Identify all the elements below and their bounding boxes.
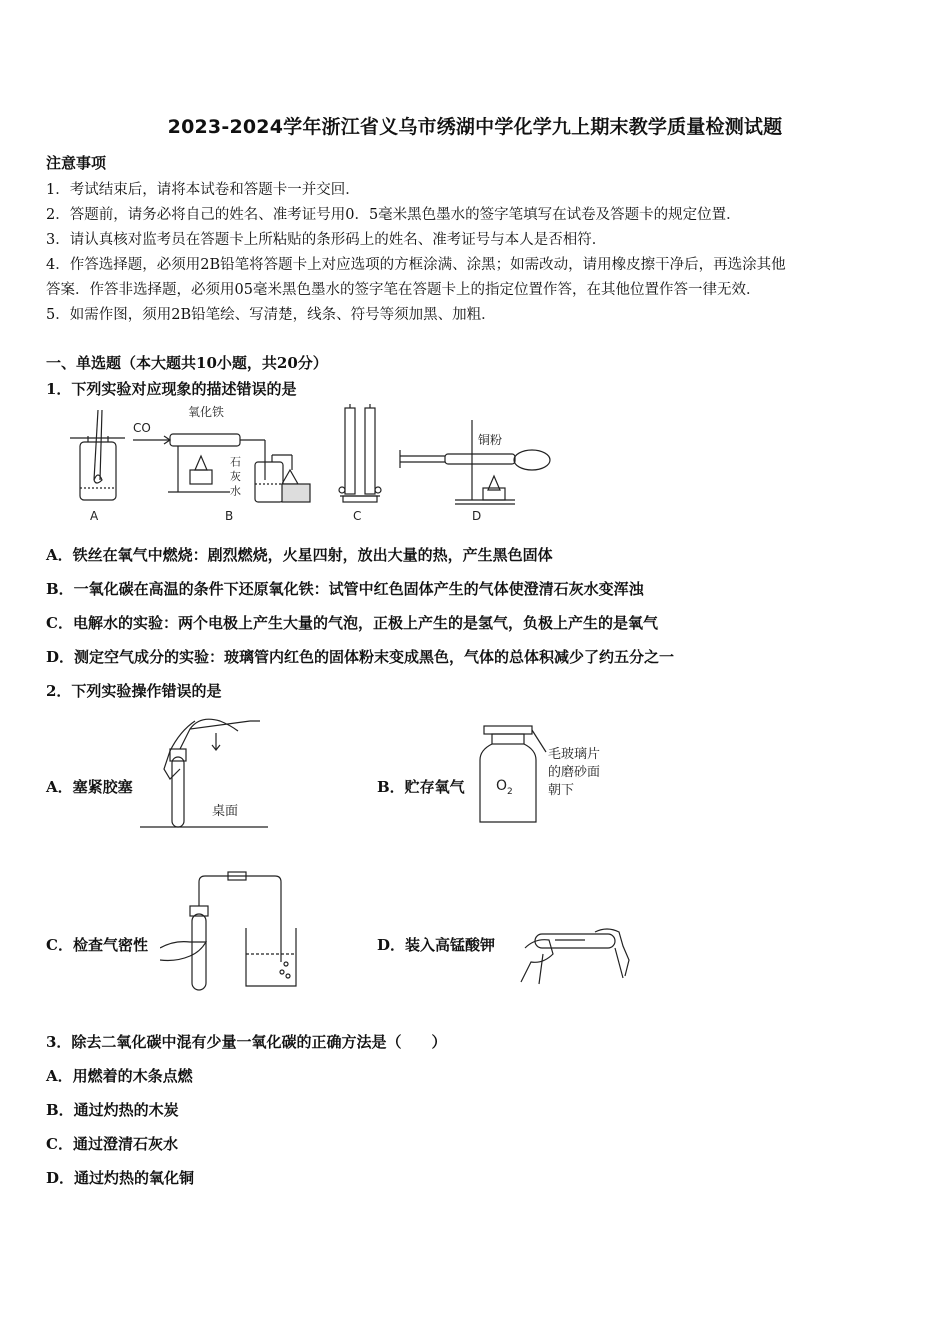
q2-option-d: D．装入高锰酸钾 [377, 936, 496, 954]
notice-item-5: 5．如需作图，须用2B铅笔绘、写清楚，线条、符号等须加黑、加粗． [46, 307, 496, 323]
notice-heading: 注意事项 [46, 154, 107, 172]
fig-limewater-label: 石 灰 水 [228, 456, 242, 496]
section-heading: 一、单选题（本大题共10小题，共20分） [46, 354, 328, 372]
fig-b-apparatus [133, 434, 310, 502]
fig-label-c: C [353, 509, 362, 523]
notice-item-1: 1．考试结束后，请将本试卷和答题卡一并交回． [46, 182, 360, 198]
q2-option-a: A．塞紧胶塞 [46, 778, 133, 796]
glass-note-1: 毛玻璃片 [548, 747, 601, 762]
q2-option-c: C．检查气密性 [46, 936, 148, 954]
q1-option-b: B．一氧化碳在高温的条件下还原氧化铁：试管中红色固体产生的气体使澄清石灰水变浑浊 [46, 580, 644, 598]
q3-option-d: D．通过灼热的氧化铜 [46, 1169, 195, 1187]
fig-d-apparatus [400, 420, 550, 504]
q2-stem: 2．下列实验操作错误的是 [46, 682, 222, 700]
fig-label-d: D [472, 509, 482, 523]
notice-item-3: 3．请认真核对监考员在答题卡上所粘贴的条形码上的姓名、准考证号与本人是否相符． [46, 232, 607, 248]
notice-item-4: 4．作答选择题，必须用2B铅笔将答题卡上对应选项的方框涂满、涂黑；如需改动，请用橡皮擦干净后，再选涂其他 [46, 257, 786, 273]
fig-label-a: A [90, 509, 99, 523]
notice-item-2: 2．答题前，请务必将自己的姓名、准考证号用0．5毫米黑色墨水的签字笔填写在试卷及答题卡的规定位置． [46, 207, 741, 223]
fig-label-b: B [225, 509, 234, 523]
q3-option-c: C．通过澄清石灰水 [46, 1135, 178, 1153]
fig-co-label: CO [133, 421, 151, 435]
o2-label: O [496, 778, 508, 794]
glass-note-3: 朝下 [548, 783, 575, 798]
q1-stem: 1．下列实验对应现象的描述错误的是 [46, 380, 297, 398]
q3-stem: 3．除去二氧化碳中混有少量一氧化碳的正确方法是（ ） [46, 1033, 447, 1051]
q2-fig-c-airtight [160, 868, 310, 993]
desk-label: 桌面 [212, 804, 239, 819]
q1-option-c: C．电解水的实验：两个电极上产生大量的气泡，正极上产生的是氢气，负极上产生的是氧气 [46, 614, 658, 632]
q2-fig-d-powder [515, 918, 635, 988]
fig-iron-oxide-label: 氧化铁 [188, 405, 225, 419]
q2-fig-b-bottle [476, 722, 626, 828]
page-title: 2023-2024学年浙江省义乌市绣湖中学化学九上期末教学质量检测试题 [167, 116, 783, 138]
q1-figure [60, 400, 560, 525]
q3-option-a: A．用燃着的木条点燃 [46, 1067, 193, 1085]
notice-item-4-cont: 答案．作答非选择题，必须用05毫米黑色墨水的签字笔在答题卡上的指定位置作答，在其他位置作答一律无效． [46, 282, 761, 298]
q1-option-a: A．铁丝在氧气中燃烧：剧烈燃烧，火星四射，放出大量的热，产生黑色固体 [46, 546, 553, 564]
fig-copper-label: 铜粉 [478, 433, 503, 447]
glass-note-2: 的磨砂面 [548, 765, 601, 780]
q3-option-b: B．通过灼热的木炭 [46, 1101, 179, 1119]
fig-c-electrolysis [339, 404, 381, 502]
q2-fig-a-stopper [140, 705, 270, 835]
q1-option-d: D．测定空气成分的实验：玻璃管内红色的固体粉末变成黑色，气体的总体积减少了约五分之一 [46, 648, 675, 666]
q2-option-b: B．贮存氧气 [377, 778, 465, 796]
o2-subscript: 2 [507, 787, 513, 797]
fig-a-jar [70, 410, 125, 500]
